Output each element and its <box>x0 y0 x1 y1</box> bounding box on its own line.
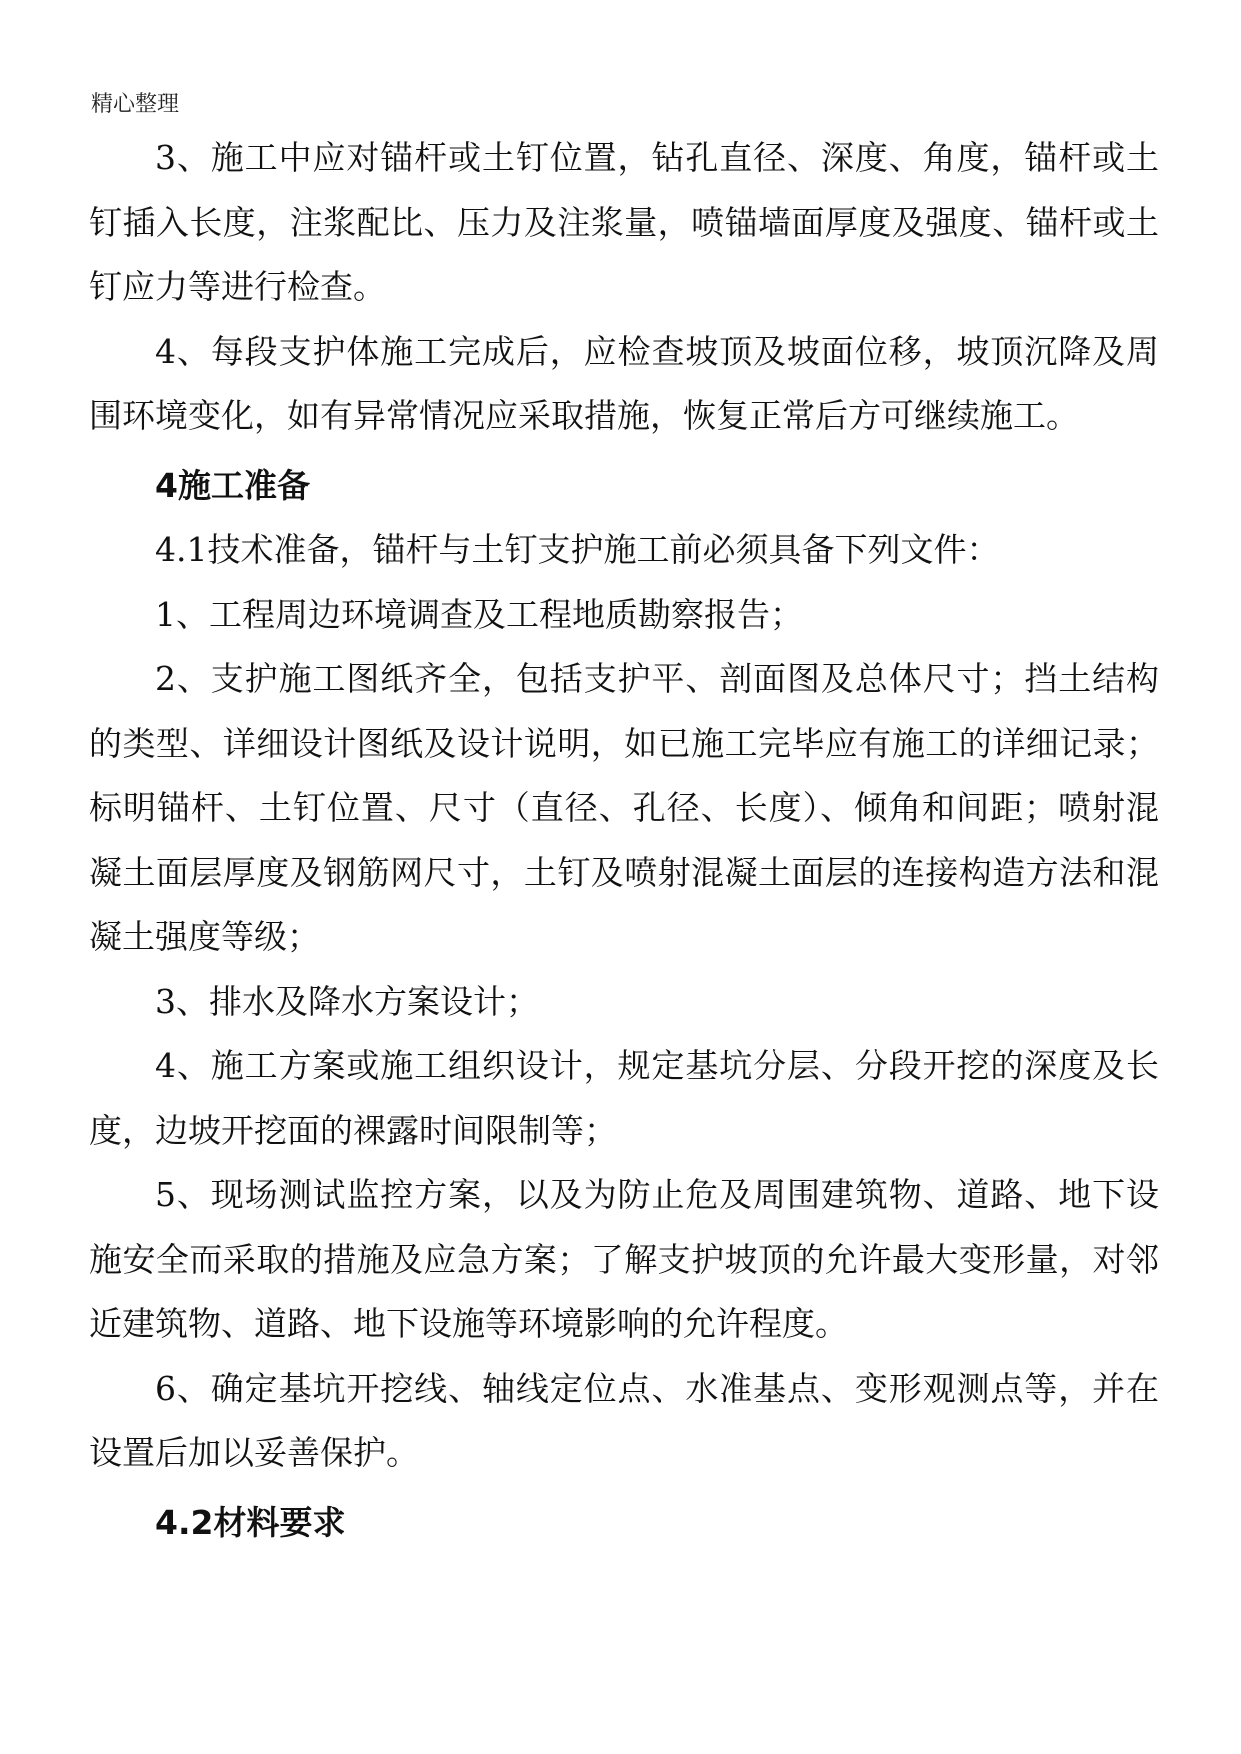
list-item-3: 3、排水及降水方案设计； <box>155 981 539 1021</box>
list-item-6: 6、确定基坑开挖线、轴线定位点、水准基点、变形观测点等，并在设置后加以妥善保护。 <box>89 1368 1159 1472</box>
subsection-4-1-intro: 4.1技术准备，锚杆与土钉支护施工前必须具备下列文件： <box>155 530 1000 569</box>
paragraph-4-monitoring: 4、每段支护体施工完成后，应检查坡顶及坡面位移，坡顶沉降及周围环境变化，如有异常情况应采取措施，恢复正常后方可继续施工。 <box>89 331 1159 435</box>
header-note: 精心整理 <box>91 92 180 117</box>
list-item-4: 4、施工方案或施工组织设计，规定基坑分层、分段开挖的深度及长度，边坡开挖面的裸露时间限制等； <box>89 1046 1159 1150</box>
document-body <box>89 126 1159 1555</box>
paragraph-3-inspection: 3、施工中应对锚杆或土钉位置，钻孔直径、深度、角度，锚杆或土钉插入长度，注浆配比、压力及注浆量，喷锚墙面厚度及强度、锚杆或土钉应力等进行检查。 <box>89 138 1159 306</box>
subsection-heading-4-2: 4.2材料要求 <box>155 1502 346 1542</box>
list-item-5: 5、现场测试监控方案，以及为防止危及周围建筑物、道路、地下设施安全而采取的措施及应急方案；了解支护坡顶的允许最大变形量，对邻近建筑物、道路、地下设施等环境影响的允许程度。 <box>89 1175 1159 1343</box>
list-item-1: 1、工程周边环境调查及工程地质勘察报告； <box>155 594 803 634</box>
section-heading-4: 4施工准备 <box>155 465 310 505</box>
list-item-2: 2、支护施工图纸齐全，包括支护平、剖面图及总体尺寸；挡土结构的类型、详细设计图纸及设计说明，如已施工完毕应有施工的详细记录；标明锚杆、土钉位置、尺寸（直径、孔径、长度）、倾角和间距；喷射混凝土面层厚度及钢筋网尺寸，土钉及喷射混凝土面层的连接构造方法和混凝土强度等级； <box>89 659 1159 956</box>
